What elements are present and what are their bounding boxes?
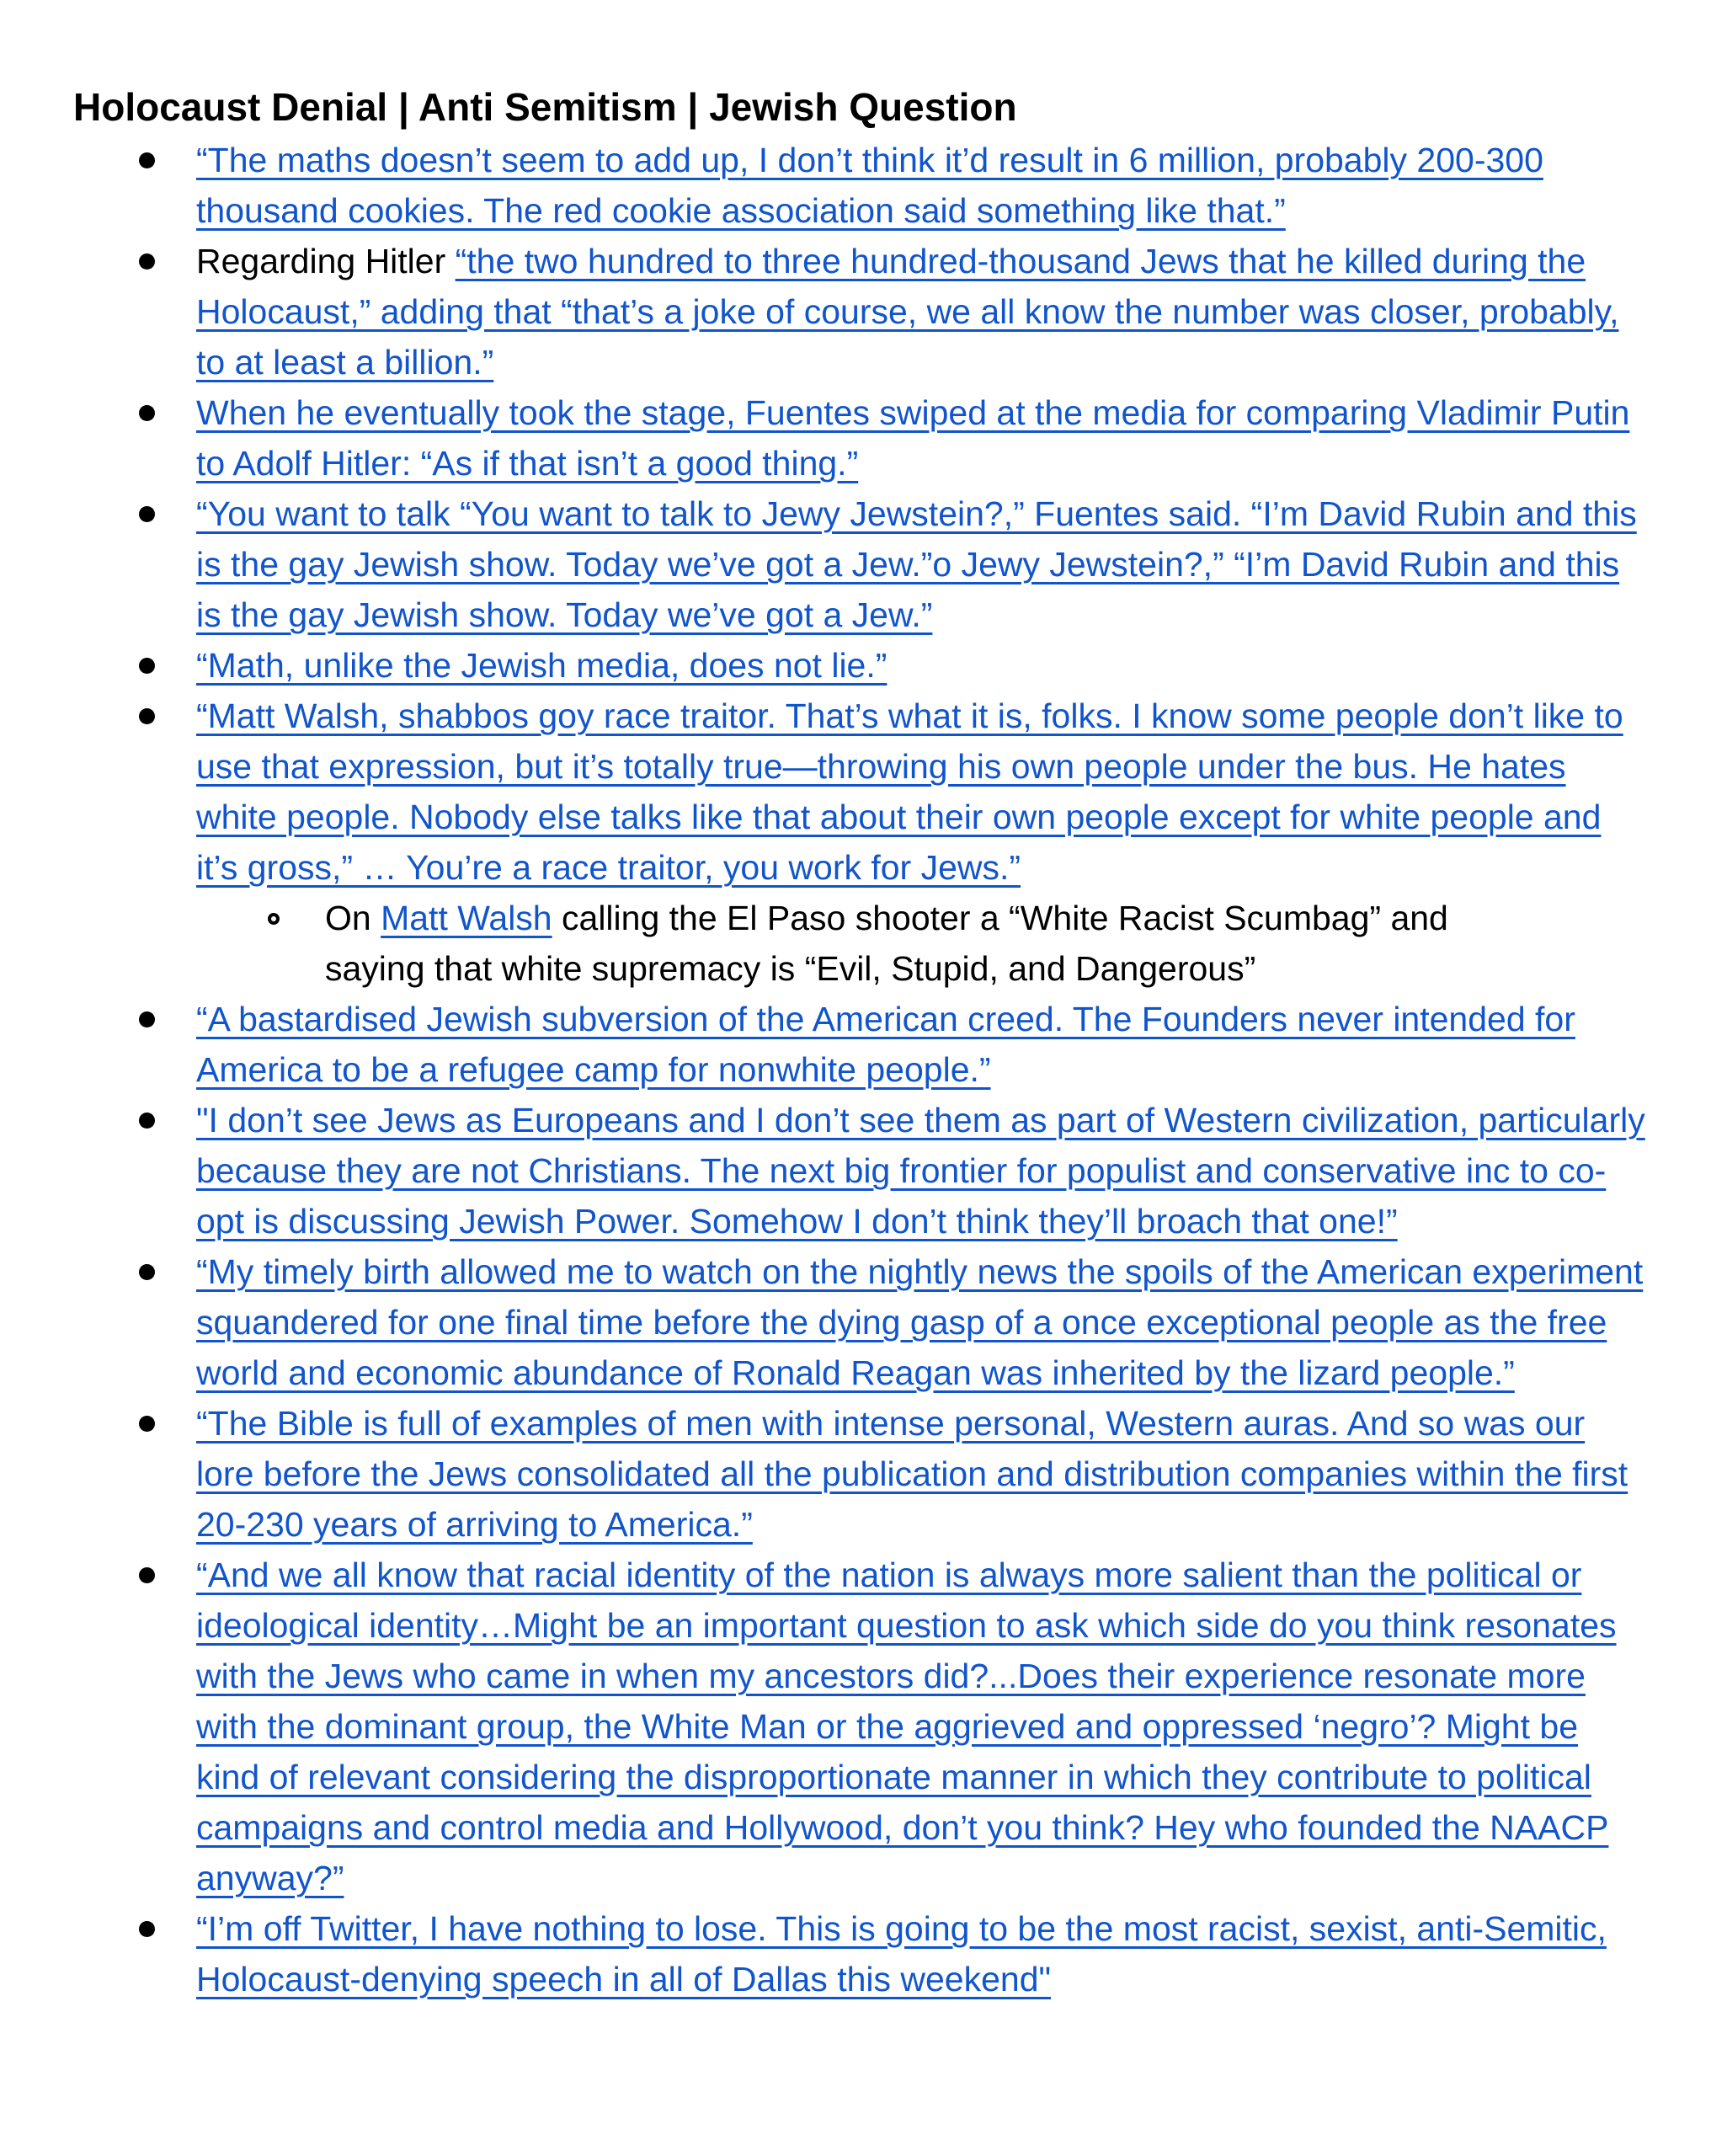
- quote-link[interactable]: “And we all know that racial identity of the nation is always more salient than the political or ideological identity…Might be an important question to ask which side do you think resonates with the Jews who came in when my ancestors did?...Does their experience resonate more with the dominant group, the White Man or the aggrieved and oppressed ‘negro’? Might be kind of relevant considering the disproportionate manner in which they contribute to political campaigns and control media and Hollywood, don’t you think? Hey who founded the NAACP anyway?”: [196, 1556, 1617, 1897]
- bullet-icon: [139, 1264, 155, 1280]
- bullet-icon: [139, 708, 155, 724]
- quote-text: On: [325, 899, 381, 937]
- list-item: [196, 135, 1650, 236]
- list-item: [196, 1095, 1650, 1246]
- quote-link[interactable]: “The Bible is full of examples of men with intense personal, Western auras. And so was our lore before the Jews consolidated all the publication and distribution companies within the first 20-230 years of arriving to America.”: [196, 1404, 1628, 1544]
- quote-link[interactable]: “The maths doesn’t seem to add up, I don’t think it’d result in 6 million, probably 200-300 thousand cookies. The red cookie association said something like that.”: [196, 141, 1543, 230]
- quote-link[interactable]: When he eventually took the stage, Fuentes swiped at the media for comparing Vladimir Putin to Adolf Hitler: “As if that isn’t a good thing.”: [196, 393, 1630, 483]
- bullet-icon: [139, 152, 155, 168]
- list-item: [196, 488, 1650, 640]
- page-title: Holocaust Denial | Anti Semitism | Jewish Question: [73, 85, 1017, 129]
- quotes-list: [196, 135, 1650, 2004]
- quote-link[interactable]: “You want to talk “You want to talk to Jewy Jewstein?,” Fuentes said. “I’m David Rubin and this is the gay Jewish show. Today we’ve got a Jew.”o Jewy Jewstein?,” “I’m David Rubin and this is the gay Jewish show. Today we’ve got a Jew.”: [196, 494, 1637, 634]
- list-item: [196, 994, 1650, 1095]
- quote-link[interactable]: “I’m off Twitter, I have nothing to lose. This is going to be the most racist, sexist, anti-Semitic, Holocaust-denying speech in all of Dallas this weekend": [196, 1909, 1607, 1999]
- quote-link[interactable]: "I don’t see Jews as Europeans and I don’t see them as part of Western civilization, particularly because they are not Christians. The next big frontier for populist and conservative inc to co-opt is discussing Jewish Power. Somehow I don’t think they’ll broach that one!”: [196, 1101, 1645, 1241]
- quote-link[interactable]: “A bastardised Jewish subversion of the American creed. The Founders never intended for America to be a refugee camp for nonwhite people.”: [196, 1000, 1575, 1089]
- quote-link[interactable]: “Matt Walsh, shabbos goy race traitor. That’s what it is, folks. I know some people don’t like to use that expression, but it’s totally true—throwing his own people under the bus. He hates white people. Nobody else talks like that about their own people except for white people and it’s gross,” … You’re a race traitor, you work for Jews.”: [196, 696, 1623, 887]
- list-item: [196, 236, 1650, 387]
- sub-list-item: [325, 893, 1521, 994]
- bullet-icon: [139, 506, 155, 522]
- bullet-icon: [139, 1567, 155, 1583]
- bullet-icon: [139, 1011, 155, 1027]
- hollow-bullet-icon: [268, 913, 280, 925]
- quote-link[interactable]: Matt Walsh: [381, 899, 552, 937]
- list-item: [196, 1246, 1650, 1398]
- list-item: [196, 691, 1650, 893]
- quote-link[interactable]: “My timely birth allowed me to watch on the nightly news the spoils of the American experiment squandered for one final time before the dying gasp of a once exceptional people as the free world and economic abundance of Ronald Reagan was inherited by the lizard people.”: [196, 1252, 1644, 1392]
- list-item: [196, 387, 1650, 488]
- list-item: [196, 1903, 1650, 2004]
- bullet-icon: [139, 1113, 155, 1129]
- quote-link[interactable]: “Math, unlike the Jewish media, does not lie.”: [196, 646, 887, 685]
- bullet-icon: [139, 253, 155, 270]
- bullet-icon: [139, 1921, 155, 1937]
- bullet-icon: [139, 405, 155, 421]
- quote-link[interactable]: “the two hundred to three hundred-thousand Jews that he killed during the Holocaust,” adding that “that’s a joke of course, we all know the number was closer, probably, to at least a billion.”: [196, 242, 1619, 382]
- list-item: [196, 1550, 1650, 1903]
- bullet-icon: [139, 1416, 155, 1432]
- bullet-icon: [139, 658, 155, 674]
- list-item: [196, 640, 1650, 691]
- list-item: [196, 1398, 1650, 1550]
- quote-text: calling the El Paso shooter a “White Racist Scumbag” and saying that white supremacy is “Evil, Stupid, and Dangerous”: [325, 899, 1448, 988]
- quote-text: Regarding Hitler: [196, 242, 456, 280]
